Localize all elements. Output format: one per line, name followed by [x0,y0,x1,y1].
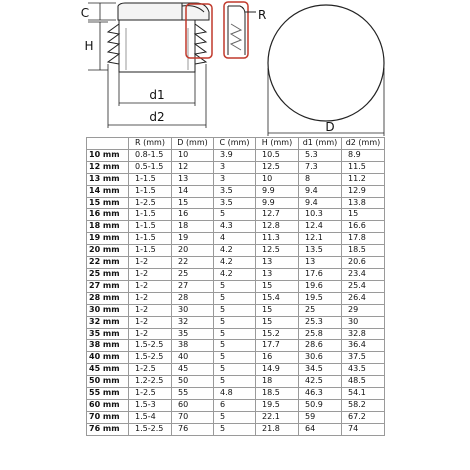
cell-r: 1.5-2.5 [129,340,172,352]
cell-d2: 58.2 [342,399,385,411]
cell-r: 1-2 [129,292,172,304]
top-view [268,5,384,136]
table-row [87,352,385,364]
cap-dimension-diagram [0,0,470,140]
cell-size: 55 mm [87,388,129,400]
cell-d2: 25.4 [342,280,385,292]
cell-size: 12 mm [87,161,129,173]
cell-d2: 54.1 [342,388,385,400]
cell-d: 30 [172,304,214,316]
cell-d2: 30 [342,316,385,328]
cell-d: 16 [172,209,214,221]
table-body [87,149,385,435]
cell-d2: 26.4 [342,292,385,304]
cell-h: 11.3 [256,233,299,245]
cell-size: 15 mm [87,197,129,209]
cell-r: 1-2.5 [129,364,172,376]
cell-d1: 59 [299,411,342,423]
cell-c: 5 [214,423,256,435]
table-row [87,423,385,435]
cell-r: 1-1.5 [129,209,172,221]
table-row [87,364,385,376]
cell-d2: 23.4 [342,268,385,280]
cell-d2: 12.9 [342,185,385,197]
cap-top-circle [268,5,384,121]
cell-h: 15 [256,280,299,292]
cap-side-profile [108,3,209,72]
cell-d2: 29 [342,304,385,316]
table-row [87,399,385,411]
cell-size: 14 mm [87,185,129,197]
cell-d2: 8.9 [342,149,385,161]
cell-d: 13 [172,173,214,185]
cell-d1: 46.3 [299,388,342,400]
cell-d: 40 [172,352,214,364]
cell-d2: 36.4 [342,340,385,352]
cell-d1: 9.4 [299,197,342,209]
cell-size: 16 mm [87,209,129,221]
table-row [87,328,385,340]
cell-d1: 5.3 [299,149,342,161]
cell-r: 1-1.5 [129,185,172,197]
cell-h: 18.5 [256,388,299,400]
table-row [87,161,385,173]
cell-d1: 17.6 [299,268,342,280]
cell-h: 19.5 [256,399,299,411]
cell-size: 38 mm [87,340,129,352]
cell-r: 1-1.5 [129,245,172,257]
cell-r: 1-2 [129,280,172,292]
cell-c: 4.2 [214,257,256,269]
cell-d1: 50.9 [299,399,342,411]
cell-r: 1-2 [129,268,172,280]
cell-c: 4.8 [214,388,256,400]
cell-d: 10 [172,149,214,161]
cell-h: 16 [256,352,299,364]
cell-c: 5 [214,411,256,423]
cell-h: 10.5 [256,149,299,161]
cell-c: 4 [214,233,256,245]
cell-c: 3.5 [214,185,256,197]
header-h: H (mm) [256,138,299,150]
cell-h: 9.9 [256,185,299,197]
cell-c: 5 [214,280,256,292]
cell-size: 35 mm [87,328,129,340]
cell-d2: 18.5 [342,245,385,257]
cell-size: 32 mm [87,316,129,328]
cell-d2: 11.2 [342,173,385,185]
label-d: D [325,120,335,134]
cell-c: 5 [214,292,256,304]
cell-size: 40 mm [87,352,129,364]
radius-detail [228,6,256,55]
cell-d: 38 [172,340,214,352]
cell-size: 25 mm [87,268,129,280]
cell-d2: 16.6 [342,221,385,233]
table-row [87,304,385,316]
cell-size: 20 mm [87,245,129,257]
cell-d: 70 [172,411,214,423]
cell-d: 25 [172,268,214,280]
cell-d1: 64 [299,423,342,435]
cell-r: 1.2-2.5 [129,376,172,388]
header-d: D (mm) [172,138,214,150]
cell-r: 1-2 [129,257,172,269]
cell-r: 1-1.5 [129,173,172,185]
cell-size: 27 mm [87,280,129,292]
table-row [87,316,385,328]
cell-d1: 25.3 [299,316,342,328]
cell-c: 5 [214,209,256,221]
cell-size: 10 mm [87,149,129,161]
cell-h: 18 [256,376,299,388]
cell-h: 15.4 [256,292,299,304]
cell-r: 1-2 [129,304,172,316]
cell-d1: 25.8 [299,328,342,340]
header-c: C (mm) [214,138,256,150]
cell-d1: 30.6 [299,352,342,364]
header-d2: d2 (mm) [342,138,385,150]
cell-h: 12.8 [256,221,299,233]
cell-d1: 13 [299,257,342,269]
cell-size: 30 mm [87,304,129,316]
cell-h: 12.7 [256,209,299,221]
cell-d1: 9.4 [299,185,342,197]
cell-d2: 17.8 [342,233,385,245]
cell-c: 4.3 [214,221,256,233]
cell-c: 5 [214,364,256,376]
cell-h: 9.9 [256,197,299,209]
cell-r: 0.5-1.5 [129,161,172,173]
label-c: C [80,6,90,20]
cell-c: 6 [214,399,256,411]
cell-c: 4.2 [214,268,256,280]
cell-h: 12.5 [256,245,299,257]
cell-d1: 28.6 [299,340,342,352]
cell-d: 35 [172,328,214,340]
cell-d: 20 [172,245,214,257]
cell-d: 12 [172,161,214,173]
cell-h: 15 [256,316,299,328]
cell-h: 13 [256,257,299,269]
cell-d: 50 [172,376,214,388]
cell-c: 5 [214,328,256,340]
cell-c: 3.9 [214,149,256,161]
cell-size: 70 mm [87,411,129,423]
cell-r: 1-2.5 [129,197,172,209]
cell-d1: 19.5 [299,292,342,304]
cell-d: 76 [172,423,214,435]
cell-size: 13 mm [87,173,129,185]
cell-size: 28 mm [87,292,129,304]
cell-d: 32 [172,316,214,328]
cell-size: 50 mm [87,376,129,388]
cell-d2: 13.8 [342,197,385,209]
cell-d2: 37.5 [342,352,385,364]
cell-r: 1-2 [129,328,172,340]
cell-d: 22 [172,257,214,269]
cell-size: 18 mm [87,221,129,233]
cell-d: 45 [172,364,214,376]
table-row [87,340,385,352]
cell-d1: 19.6 [299,280,342,292]
cell-size: 76 mm [87,423,129,435]
cell-d2: 67.2 [342,411,385,423]
cell-d1: 12.1 [299,233,342,245]
cell-d1: 7.3 [299,161,342,173]
cell-d: 60 [172,399,214,411]
cell-r: 1.5-2.5 [129,352,172,364]
label-d1: d1 [149,88,165,102]
table-row [87,280,385,292]
cell-d: 15 [172,197,214,209]
cell-c: 5 [214,352,256,364]
cell-d2: 32.8 [342,328,385,340]
cell-r: 0.8-1.5 [129,149,172,161]
table-row [87,209,385,221]
cell-h: 15 [256,304,299,316]
header-size [87,138,129,150]
dim-c [88,3,116,20]
cell-h: 10 [256,173,299,185]
cap-shaft [119,20,195,72]
cell-d1: 10.3 [299,209,342,221]
cell-d1: 42.5 [299,376,342,388]
table-row [87,233,385,245]
cell-h: 15.2 [256,328,299,340]
cell-d: 14 [172,185,214,197]
label-r: R [258,8,267,22]
dimension-table [86,137,385,436]
cell-r: 1.5-4 [129,411,172,423]
table-row [87,245,385,257]
cell-c: 5 [214,304,256,316]
cell-d: 18 [172,221,214,233]
header-d1: d1 (mm) [299,138,342,150]
cell-r: 1-1.5 [129,221,172,233]
cell-d2: 48.5 [342,376,385,388]
cell-c: 5 [214,316,256,328]
cell-r: 1.5-2.5 [129,423,172,435]
cell-d: 55 [172,388,214,400]
table-row [87,173,385,185]
table-header-row [87,138,385,150]
cell-c: 5 [214,376,256,388]
cell-h: 17.7 [256,340,299,352]
cell-r: 1-1.5 [129,233,172,245]
cell-c: 3 [214,173,256,185]
cell-c: 5 [214,340,256,352]
table-row [87,268,385,280]
cell-d1: 13.5 [299,245,342,257]
table-row [87,376,385,388]
cell-c: 3.5 [214,197,256,209]
table-row [87,411,385,423]
label-d2: d2 [149,110,165,124]
cell-size: 19 mm [87,233,129,245]
table-row [87,185,385,197]
table-row [87,149,385,161]
cell-r: 1-2.5 [129,388,172,400]
cell-d1: 25 [299,304,342,316]
cell-h: 14.9 [256,364,299,376]
cell-size: 60 mm [87,399,129,411]
cell-d2: 43.5 [342,364,385,376]
cell-d1: 8 [299,173,342,185]
cell-d: 27 [172,280,214,292]
cell-c: 3 [214,161,256,173]
cell-h: 13 [256,268,299,280]
table-row [87,388,385,400]
cell-h: 12.5 [256,161,299,173]
label-h: H [84,39,94,53]
cell-d2: 15 [342,209,385,221]
cell-r: 1.5-3 [129,399,172,411]
cell-size: 45 mm [87,364,129,376]
cell-d1: 12.4 [299,221,342,233]
cell-r: 1-2 [129,316,172,328]
cell-d1: 34.5 [299,364,342,376]
cell-d2: 20.6 [342,257,385,269]
header-r: R (mm) [129,138,172,150]
cell-d: 28 [172,292,214,304]
table-row [87,257,385,269]
table-row [87,197,385,209]
cell-h: 21.8 [256,423,299,435]
cap-head [118,3,209,20]
cell-d: 19 [172,233,214,245]
cell-d2: 11.5 [342,161,385,173]
table-row [87,221,385,233]
cap-left-ribs [108,24,119,64]
cell-size: 22 mm [87,257,129,269]
cell-d2: 74 [342,423,385,435]
diagram-svg [0,0,470,140]
table-row [87,292,385,304]
cell-c: 4.2 [214,245,256,257]
cell-h: 22.1 [256,411,299,423]
